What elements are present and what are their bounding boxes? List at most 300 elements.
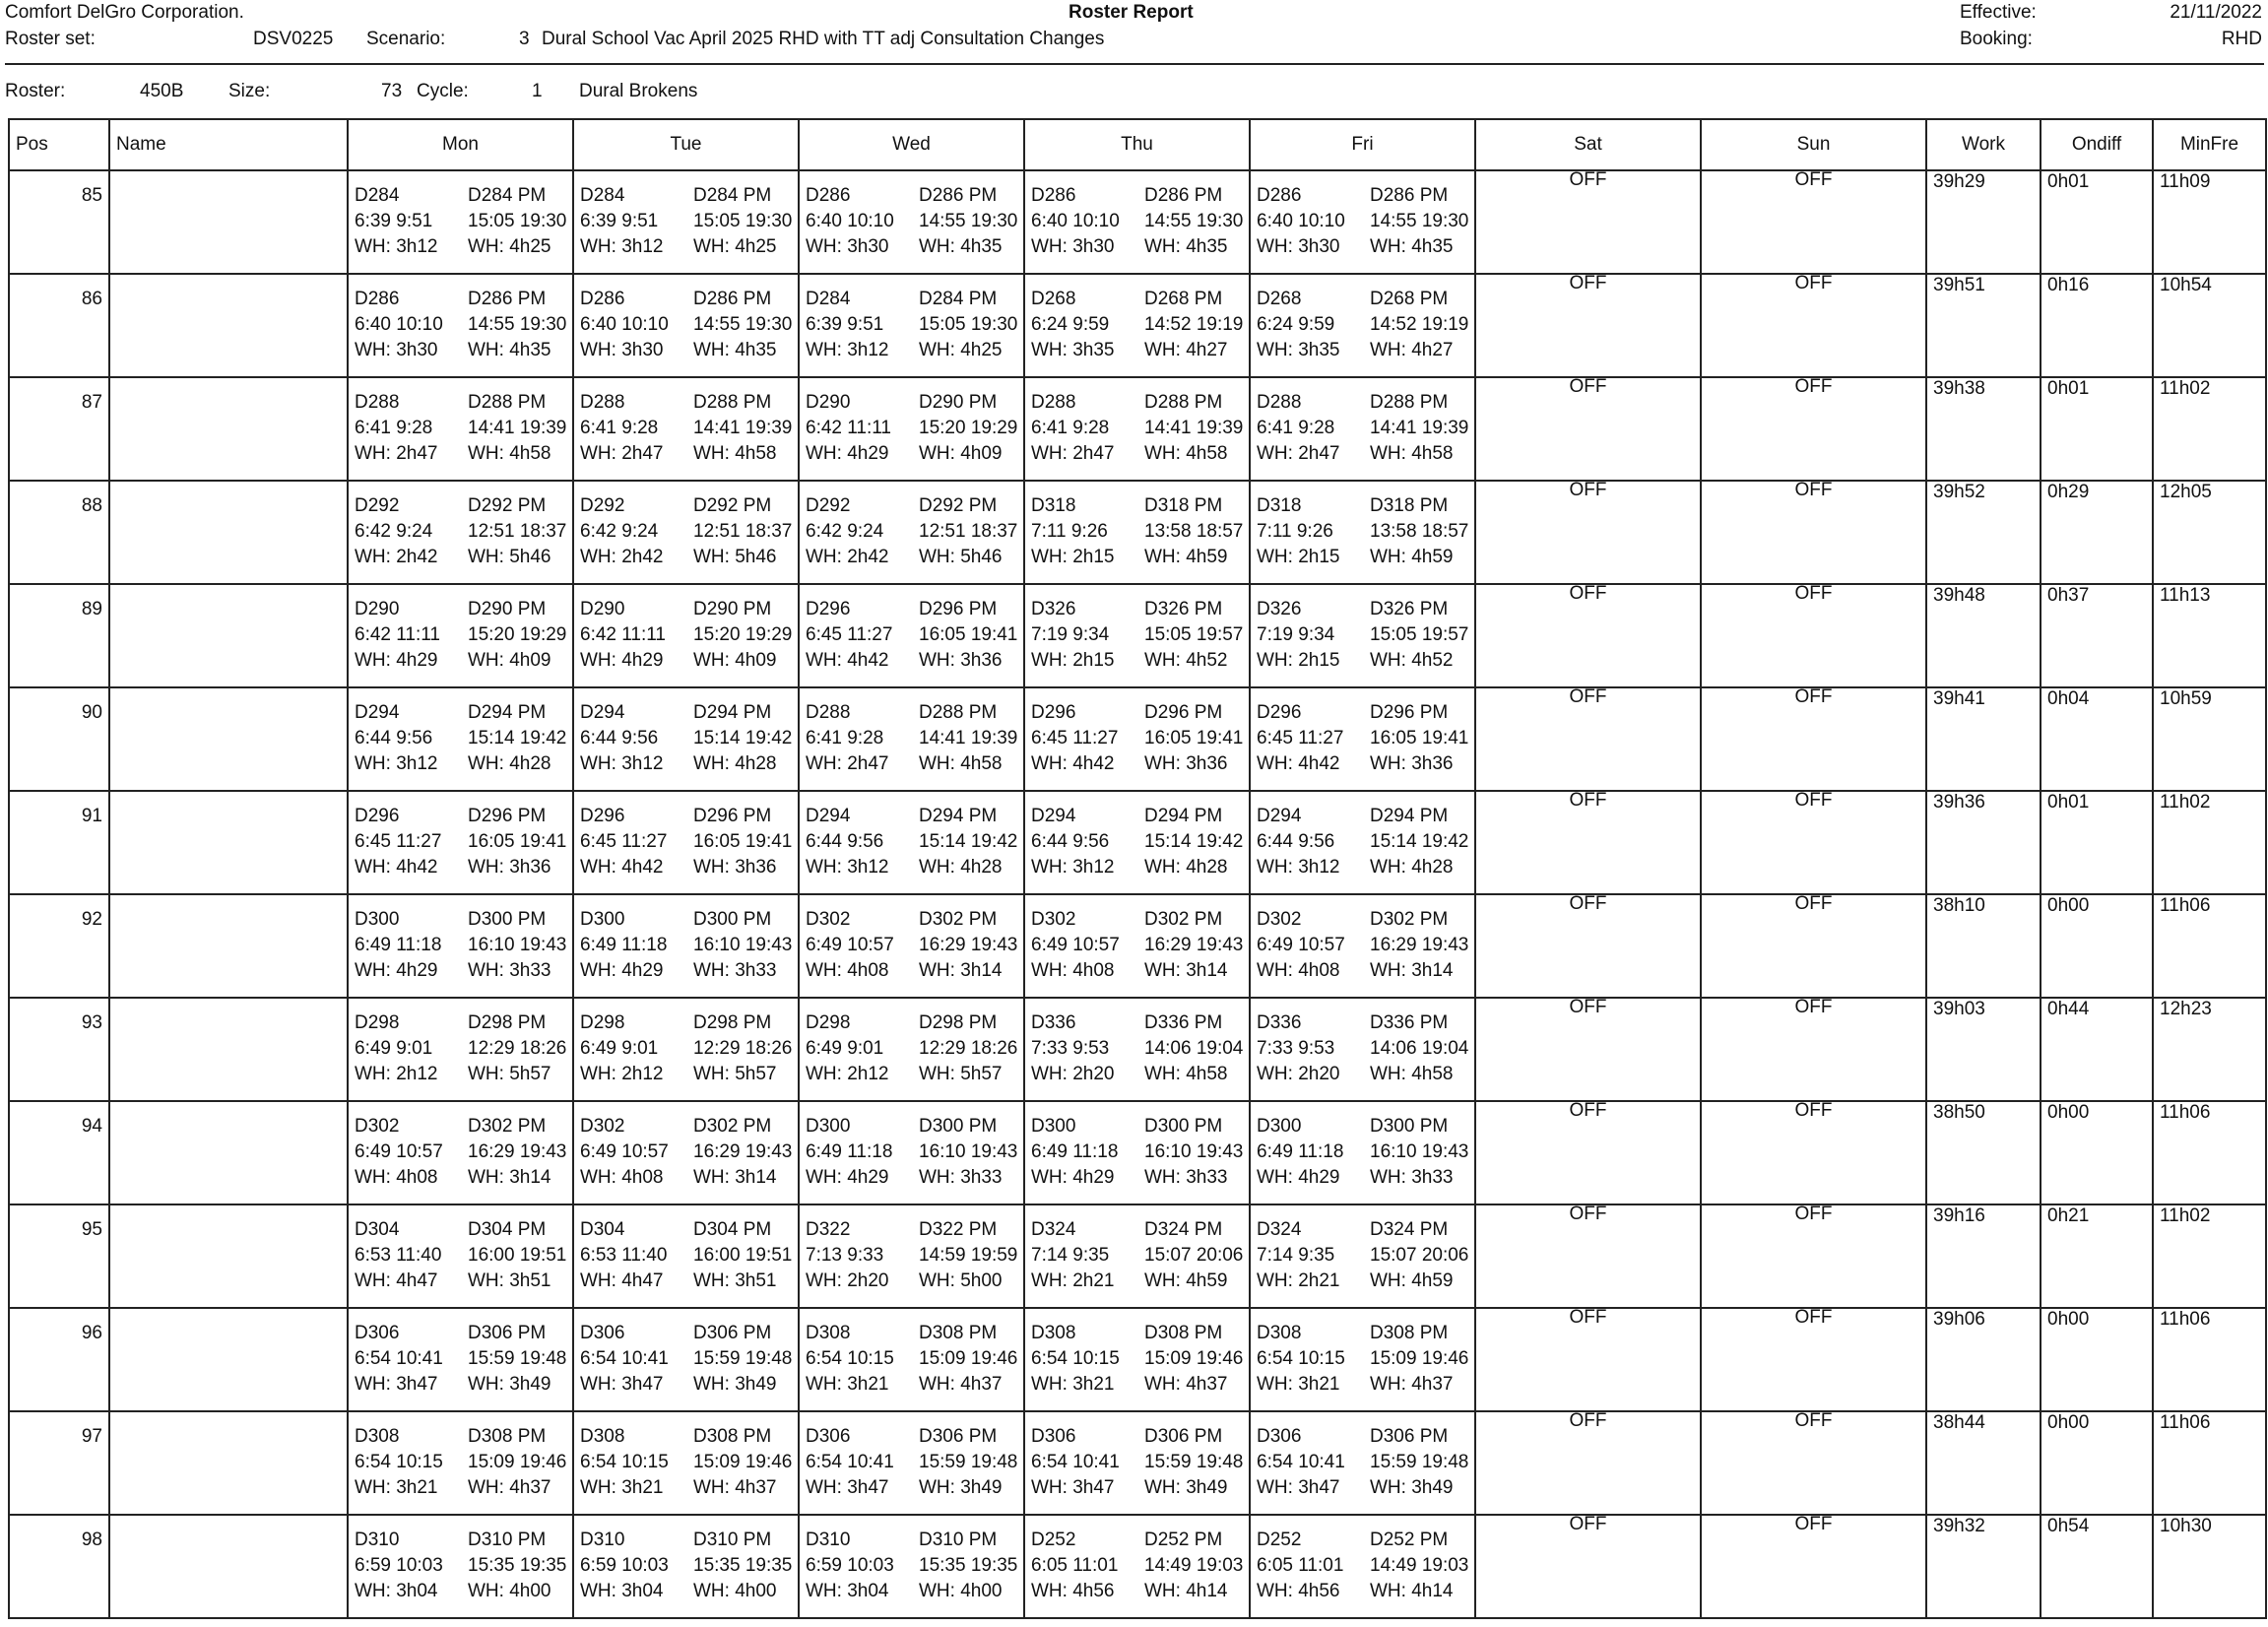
hours-pm: WH: 4h58 bbox=[1144, 1064, 1228, 1084]
duty-am: D326 bbox=[1031, 599, 1076, 619]
hours-am: WH: 3h21 bbox=[1257, 1374, 1340, 1395]
day-cell-thu bbox=[1024, 1308, 1250, 1411]
duty-am: D318 bbox=[1031, 495, 1076, 516]
time-pm: 14:55 19:30 bbox=[919, 211, 1018, 231]
duty-am: D288 bbox=[1031, 392, 1076, 413]
duty-am: D300 bbox=[355, 909, 400, 930]
day-off-label: OFF bbox=[1794, 686, 1833, 707]
hours-pm: WH: 4h00 bbox=[919, 1581, 1003, 1601]
name-cell bbox=[109, 170, 348, 274]
duty-pm: D304 PM bbox=[468, 1219, 547, 1240]
duty-pm: D308 PM bbox=[1370, 1323, 1449, 1343]
duty-pm: D326 PM bbox=[1144, 599, 1223, 619]
hours-am: WH: 4h42 bbox=[580, 857, 664, 878]
hours-am: WH: 2h15 bbox=[1031, 547, 1115, 567]
duty-pm: D296 PM bbox=[1370, 702, 1449, 723]
time-am: 6:49 11:18 bbox=[1031, 1141, 1119, 1162]
duty-am: D294 bbox=[806, 806, 851, 826]
shift-block bbox=[1257, 185, 1474, 258]
hours-am: WH: 3h30 bbox=[1031, 236, 1115, 257]
work-cell: 38h50 bbox=[1926, 1101, 2041, 1204]
day-cell-mon bbox=[348, 791, 573, 894]
time-pm: 16:29 19:43 bbox=[1144, 935, 1244, 955]
hours-pm: WH: 3h14 bbox=[468, 1167, 551, 1188]
hours-am: WH: 4h29 bbox=[806, 443, 889, 464]
hours-pm: WH: 4h35 bbox=[693, 340, 777, 360]
hours-pm: WH: 5h57 bbox=[693, 1064, 777, 1084]
time-pm: 15:07 20:06 bbox=[1144, 1245, 1244, 1266]
day-cell-wed bbox=[799, 1411, 1024, 1515]
ondiff-cell: 0h00 bbox=[2041, 1411, 2153, 1515]
time-am: 6:54 10:15 bbox=[355, 1452, 443, 1472]
day-cell-fri bbox=[1250, 481, 1475, 584]
hours-pm: WH: 3h49 bbox=[1144, 1477, 1228, 1498]
hours-am: WH: 3h47 bbox=[355, 1374, 438, 1395]
duty-pm: D288 PM bbox=[1144, 392, 1223, 413]
col-header-fri: Fri bbox=[1250, 119, 1475, 170]
sun-cell bbox=[1701, 791, 1926, 894]
roster-body bbox=[9, 170, 2266, 1618]
hours-pm: WH: 4h37 bbox=[919, 1374, 1003, 1395]
time-pm: 15:14 19:42 bbox=[468, 728, 567, 748]
hours-am: WH: 2h42 bbox=[355, 547, 438, 567]
day-cell-fri bbox=[1250, 377, 1475, 481]
time-pm: 15:20 19:29 bbox=[693, 624, 793, 645]
time-am: 6:53 11:40 bbox=[580, 1245, 668, 1266]
time-pm: 16:10 19:43 bbox=[1370, 1141, 1469, 1162]
day-off-label: OFF bbox=[1794, 169, 1833, 190]
duty-pm: D306 PM bbox=[1144, 1426, 1223, 1447]
day-cell-thu bbox=[1024, 584, 1250, 687]
time-am: 7:14 9:35 bbox=[1031, 1245, 1110, 1266]
duty-pm: D302 PM bbox=[1370, 909, 1449, 930]
hours-am: WH: 2h20 bbox=[1031, 1064, 1115, 1084]
name-cell bbox=[109, 998, 348, 1101]
shift-block bbox=[580, 1426, 798, 1499]
duty-pm: D252 PM bbox=[1144, 1529, 1223, 1550]
hours-am: WH: 3h12 bbox=[580, 753, 664, 774]
time-am: 6:42 11:11 bbox=[355, 624, 440, 645]
hours-pm: WH: 3h49 bbox=[693, 1374, 777, 1395]
hours-pm: WH: 4h14 bbox=[1144, 1581, 1228, 1601]
hours-am: WH: 3h30 bbox=[806, 236, 889, 257]
hours-am: WH: 4h08 bbox=[1257, 960, 1340, 981]
time-pm: 12:29 18:26 bbox=[693, 1038, 793, 1059]
hours-am: WH: 3h04 bbox=[806, 1581, 889, 1601]
hours-am: WH: 3h47 bbox=[1257, 1477, 1340, 1498]
hours-am: WH: 2h21 bbox=[1257, 1270, 1340, 1291]
hours-am: WH: 2h47 bbox=[806, 753, 889, 774]
day-cell-thu bbox=[1024, 1204, 1250, 1308]
duty-pm: D318 PM bbox=[1370, 495, 1449, 516]
work-cell: 39h16 bbox=[1926, 1204, 2041, 1308]
time-am: 6:40 10:10 bbox=[1031, 211, 1120, 231]
hours-pm: WH: 4h58 bbox=[468, 443, 551, 464]
hours-am: WH: 4h47 bbox=[355, 1270, 438, 1291]
duty-pm: D290 PM bbox=[919, 392, 998, 413]
day-cell-mon bbox=[348, 170, 573, 274]
day-cell-wed bbox=[799, 584, 1024, 687]
duty-am: D296 bbox=[355, 806, 400, 826]
time-pm: 16:05 19:41 bbox=[1370, 728, 1469, 748]
duty-am: D298 bbox=[806, 1012, 851, 1033]
duty-pm: D288 PM bbox=[919, 702, 998, 723]
duty-am: D296 bbox=[1031, 702, 1076, 723]
shift-block bbox=[1257, 1116, 1474, 1189]
day-cell-thu bbox=[1024, 894, 1250, 998]
duty-am: D304 bbox=[580, 1219, 625, 1240]
day-off-label: OFF bbox=[1569, 1204, 1607, 1224]
duty-am: D324 bbox=[1257, 1219, 1302, 1240]
ondiff-cell: 0h16 bbox=[2041, 274, 2153, 377]
day-off-label: OFF bbox=[1569, 583, 1607, 604]
day-cell-fri bbox=[1250, 1411, 1475, 1515]
time-am: 6:45 11:27 bbox=[580, 831, 668, 852]
hours-am: WH: 3h30 bbox=[580, 340, 664, 360]
duty-am: D286 bbox=[1031, 185, 1076, 206]
hours-pm: WH: 4h58 bbox=[1370, 1064, 1454, 1084]
day-cell-wed bbox=[799, 998, 1024, 1101]
shift-block bbox=[580, 185, 798, 258]
hours-pm: WH: 4h58 bbox=[693, 443, 777, 464]
duty-pm: D294 PM bbox=[468, 702, 547, 723]
day-cell-fri bbox=[1250, 1308, 1475, 1411]
duty-am: D288 bbox=[355, 392, 400, 413]
booking-value: RHD bbox=[2221, 29, 2262, 49]
minfre-cell: 10h54 bbox=[2153, 274, 2266, 377]
time-pm: 13:58 18:57 bbox=[1144, 521, 1244, 542]
duty-pm: D296 PM bbox=[468, 806, 547, 826]
time-pm: 15:09 19:46 bbox=[693, 1452, 793, 1472]
hours-pm: WH: 3h14 bbox=[1370, 960, 1454, 981]
day-off-label: OFF bbox=[1569, 686, 1607, 707]
time-am: 6:54 10:41 bbox=[1031, 1452, 1120, 1472]
duty-pm: D300 PM bbox=[468, 909, 547, 930]
duty-am: D298 bbox=[355, 1012, 400, 1033]
time-pm: 16:29 19:43 bbox=[919, 935, 1018, 955]
shift-block bbox=[1257, 495, 1474, 568]
hours-pm: WH: 4h35 bbox=[468, 340, 551, 360]
day-cell-fri bbox=[1250, 584, 1475, 687]
time-am: 6:59 10:03 bbox=[580, 1555, 669, 1576]
time-am: 6:54 10:15 bbox=[580, 1452, 669, 1472]
day-cell-tue bbox=[573, 791, 799, 894]
table-row bbox=[9, 274, 2266, 377]
time-am: 6:40 10:10 bbox=[1257, 211, 1345, 231]
cycle-label: Cycle: bbox=[417, 81, 469, 101]
shift-block bbox=[1257, 806, 1474, 879]
report-title: Roster Report bbox=[1069, 2, 1194, 23]
time-am: 6:54 10:41 bbox=[806, 1452, 894, 1472]
hours-pm: WH: 3h36 bbox=[468, 857, 551, 878]
time-am: 7:11 9:26 bbox=[1257, 521, 1333, 542]
shift-block bbox=[355, 495, 572, 568]
shift-block bbox=[806, 599, 1023, 672]
duty-am: D308 bbox=[1257, 1323, 1302, 1343]
hours-am: WH: 3h21 bbox=[355, 1477, 438, 1498]
work-cell: 39h06 bbox=[1926, 1308, 2041, 1411]
ondiff-cell: 0h54 bbox=[2041, 1515, 2153, 1618]
hours-am: WH: 2h12 bbox=[806, 1064, 889, 1084]
table-row bbox=[9, 584, 2266, 687]
hours-pm: WH: 4h52 bbox=[1144, 650, 1228, 671]
hours-pm: WH: 4h25 bbox=[468, 236, 551, 257]
time-am: 6:45 11:27 bbox=[1031, 728, 1119, 748]
hours-pm: WH: 3h49 bbox=[1370, 1477, 1454, 1498]
hours-pm: WH: 3h36 bbox=[1370, 753, 1454, 774]
time-pm: 14:41 19:39 bbox=[919, 728, 1018, 748]
hours-pm: WH: 4h59 bbox=[1144, 1270, 1228, 1291]
duty-pm: D310 PM bbox=[919, 1529, 998, 1550]
shift-block bbox=[1031, 289, 1249, 361]
sun-cell bbox=[1701, 894, 1926, 998]
duty-pm: D304 PM bbox=[693, 1219, 772, 1240]
duty-pm: D296 PM bbox=[919, 599, 998, 619]
hours-pm: WH: 4h37 bbox=[468, 1477, 551, 1498]
minfre-cell: 11h02 bbox=[2153, 1204, 2266, 1308]
ondiff-cell: 0h21 bbox=[2041, 1204, 2153, 1308]
duty-pm: D300 PM bbox=[693, 909, 772, 930]
duty-am: D284 bbox=[580, 185, 625, 206]
sat-cell bbox=[1475, 274, 1701, 377]
shift-block bbox=[1031, 185, 1249, 258]
pos-cell: 90 bbox=[9, 687, 109, 791]
duty-am: D290 bbox=[806, 392, 851, 413]
hours-am: WH: 3h12 bbox=[1031, 857, 1115, 878]
hours-pm: WH: 3h14 bbox=[1144, 960, 1228, 981]
day-cell-tue bbox=[573, 1308, 799, 1411]
duty-pm: D300 PM bbox=[919, 1116, 998, 1137]
time-pm: 16:05 19:41 bbox=[1144, 728, 1244, 748]
day-off-label: OFF bbox=[1794, 583, 1833, 604]
sat-cell bbox=[1475, 377, 1701, 481]
time-am: 7:19 9:34 bbox=[1031, 624, 1110, 645]
time-pm: 15:35 19:35 bbox=[919, 1555, 1018, 1576]
minfre-cell: 10h59 bbox=[2153, 687, 2266, 791]
duty-pm: D302 PM bbox=[919, 909, 998, 930]
duty-pm: D290 PM bbox=[468, 599, 547, 619]
hours-am: WH: 4h29 bbox=[580, 650, 664, 671]
work-cell: 39h41 bbox=[1926, 687, 2041, 791]
duty-am: D310 bbox=[355, 1529, 400, 1550]
sun-cell bbox=[1701, 377, 1926, 481]
duty-am: D294 bbox=[1257, 806, 1302, 826]
duty-am: D286 bbox=[806, 185, 851, 206]
hours-am: WH: 4h29 bbox=[806, 1167, 889, 1188]
table-row bbox=[9, 1204, 2266, 1308]
effective-label: Effective: bbox=[1960, 2, 2037, 23]
shift-block bbox=[1257, 392, 1474, 465]
time-pm: 15:20 19:29 bbox=[919, 418, 1018, 438]
work-cell: 39h38 bbox=[1926, 377, 2041, 481]
day-cell-wed bbox=[799, 274, 1024, 377]
shift-block bbox=[1031, 1323, 1249, 1396]
day-cell-tue bbox=[573, 584, 799, 687]
col-header-sun: Sun bbox=[1701, 119, 1926, 170]
hours-am: WH: 4h08 bbox=[580, 1167, 664, 1188]
duty-am: D306 bbox=[580, 1323, 625, 1343]
work-cell: 39h32 bbox=[1926, 1515, 2041, 1618]
work-cell: 39h29 bbox=[1926, 170, 2041, 274]
day-cell-tue bbox=[573, 1204, 799, 1308]
time-pm: 15:05 19:30 bbox=[919, 314, 1018, 335]
name-cell bbox=[109, 1308, 348, 1411]
day-off-label: OFF bbox=[1569, 480, 1607, 500]
shift-block bbox=[580, 1323, 798, 1396]
time-pm: 16:29 19:43 bbox=[468, 1141, 567, 1162]
time-pm: 14:41 19:39 bbox=[1144, 418, 1244, 438]
duty-am: D294 bbox=[1031, 806, 1076, 826]
time-pm: 15:05 19:57 bbox=[1144, 624, 1244, 645]
sat-cell bbox=[1475, 170, 1701, 274]
duty-pm: D308 PM bbox=[693, 1426, 772, 1447]
duty-am: D302 bbox=[580, 1116, 625, 1137]
shift-block bbox=[806, 909, 1023, 982]
time-am: 6:53 11:40 bbox=[355, 1245, 442, 1266]
col-header-wed: Wed bbox=[799, 119, 1024, 170]
minfre-cell: 11h02 bbox=[2153, 377, 2266, 481]
hours-pm: WH: 4h35 bbox=[919, 236, 1003, 257]
duty-pm: D324 PM bbox=[1144, 1219, 1223, 1240]
minfre-cell: 11h09 bbox=[2153, 170, 2266, 274]
duty-am: D300 bbox=[1257, 1116, 1302, 1137]
time-pm: 15:14 19:42 bbox=[1370, 831, 1469, 852]
time-pm: 15:05 19:57 bbox=[1370, 624, 1469, 645]
hours-am: WH: 2h20 bbox=[806, 1270, 889, 1291]
duty-pm: D292 PM bbox=[693, 495, 772, 516]
sun-cell bbox=[1701, 1101, 1926, 1204]
time-am: 6:41 9:28 bbox=[580, 418, 659, 438]
time-pm: 15:14 19:42 bbox=[693, 728, 793, 748]
hours-am: WH: 3h30 bbox=[1257, 236, 1340, 257]
shift-block bbox=[1257, 289, 1474, 361]
time-pm: 14:52 19:19 bbox=[1144, 314, 1244, 335]
hours-am: WH: 3h12 bbox=[355, 236, 438, 257]
hours-am: WH: 4h42 bbox=[806, 650, 889, 671]
duty-am: D284 bbox=[355, 185, 400, 206]
sun-cell bbox=[1701, 687, 1926, 791]
day-cell-fri bbox=[1250, 170, 1475, 274]
shift-block bbox=[580, 1012, 798, 1085]
table-row bbox=[9, 481, 2266, 584]
shift-block bbox=[1031, 495, 1249, 568]
time-pm: 15:59 19:48 bbox=[1370, 1452, 1469, 1472]
day-off-label: OFF bbox=[1794, 893, 1833, 914]
time-pm: 14:55 19:30 bbox=[1144, 211, 1244, 231]
duty-pm: D308 PM bbox=[919, 1323, 998, 1343]
time-pm: 15:35 19:35 bbox=[468, 1555, 567, 1576]
duty-am: D324 bbox=[1031, 1219, 1076, 1240]
shift-block bbox=[806, 392, 1023, 465]
day-off-label: OFF bbox=[1794, 1100, 1833, 1121]
hours-pm: WH: 5h00 bbox=[919, 1270, 1003, 1291]
hours-pm: WH: 3h33 bbox=[919, 1167, 1003, 1188]
duty-pm: D306 PM bbox=[468, 1323, 547, 1343]
day-cell-thu bbox=[1024, 791, 1250, 894]
pos-cell: 88 bbox=[9, 481, 109, 584]
day-cell-thu bbox=[1024, 481, 1250, 584]
time-pm: 12:29 18:26 bbox=[468, 1038, 567, 1059]
duty-pm: D298 PM bbox=[468, 1012, 547, 1033]
time-am: 6:49 10:57 bbox=[1031, 935, 1120, 955]
day-cell-mon bbox=[348, 894, 573, 998]
shift-block bbox=[1257, 909, 1474, 982]
day-off-label: OFF bbox=[1569, 1307, 1607, 1328]
time-am: 6:49 10:57 bbox=[580, 1141, 669, 1162]
hours-pm: WH: 5h46 bbox=[468, 547, 551, 567]
time-pm: 15:14 19:42 bbox=[1144, 831, 1244, 852]
time-am: 6:49 9:01 bbox=[355, 1038, 433, 1059]
pos-cell: 92 bbox=[9, 894, 109, 998]
time-pm: 15:05 19:30 bbox=[693, 211, 793, 231]
hours-am: WH: 2h15 bbox=[1031, 650, 1115, 671]
duty-pm: D268 PM bbox=[1370, 289, 1449, 309]
shift-block bbox=[1257, 599, 1474, 672]
shift-block bbox=[1257, 702, 1474, 775]
duty-pm: D284 PM bbox=[693, 185, 772, 206]
time-am: 6:41 9:28 bbox=[1257, 418, 1335, 438]
pos-cell: 93 bbox=[9, 998, 109, 1101]
day-off-label: OFF bbox=[1794, 790, 1833, 811]
sat-cell bbox=[1475, 584, 1701, 687]
shift-block bbox=[1031, 599, 1249, 672]
duty-am: D310 bbox=[806, 1529, 851, 1550]
shift-block bbox=[580, 909, 798, 982]
day-cell-wed bbox=[799, 894, 1024, 998]
table-row bbox=[9, 894, 2266, 998]
day-cell-tue bbox=[573, 998, 799, 1101]
duty-am: D326 bbox=[1257, 599, 1302, 619]
hours-pm: WH: 3h51 bbox=[468, 1270, 551, 1291]
hours-pm: WH: 4h28 bbox=[919, 857, 1003, 878]
duty-am: D292 bbox=[580, 495, 625, 516]
hours-pm: WH: 4h00 bbox=[468, 1581, 551, 1601]
pos-cell: 86 bbox=[9, 274, 109, 377]
shift-block bbox=[1031, 1012, 1249, 1085]
pos-cell: 87 bbox=[9, 377, 109, 481]
day-cell-tue bbox=[573, 894, 799, 998]
time-am: 6:41 9:28 bbox=[806, 728, 884, 748]
work-cell: 39h51 bbox=[1926, 274, 2041, 377]
col-header-thu: Thu bbox=[1024, 119, 1250, 170]
work-cell: 39h03 bbox=[1926, 998, 2041, 1101]
name-cell bbox=[109, 894, 348, 998]
hours-pm: WH: 4h59 bbox=[1370, 1270, 1454, 1291]
duty-pm: D300 PM bbox=[1144, 1116, 1223, 1137]
col-header-minfre: MinFre bbox=[2153, 119, 2266, 170]
day-cell-fri bbox=[1250, 1204, 1475, 1308]
ondiff-cell: 0h44 bbox=[2041, 998, 2153, 1101]
duty-am: D292 bbox=[806, 495, 851, 516]
time-am: 6:40 10:10 bbox=[580, 314, 669, 335]
shift-block bbox=[806, 1219, 1023, 1292]
time-pm: 15:05 19:30 bbox=[468, 211, 567, 231]
hours-pm: WH: 4h27 bbox=[1144, 340, 1228, 360]
time-pm: 15:09 19:46 bbox=[1144, 1348, 1244, 1369]
day-cell-fri bbox=[1250, 1101, 1475, 1204]
hours-am: WH: 4h56 bbox=[1257, 1581, 1340, 1601]
hours-am: WH: 4h42 bbox=[1257, 753, 1340, 774]
duty-pm: D308 PM bbox=[1144, 1323, 1223, 1343]
shift-block bbox=[580, 1529, 798, 1602]
hours-am: WH: 4h08 bbox=[806, 960, 889, 981]
scenario-label: Scenario: bbox=[366, 29, 446, 49]
day-off-label: OFF bbox=[1794, 1307, 1833, 1328]
hours-pm: WH: 4h09 bbox=[693, 650, 777, 671]
shift-block bbox=[355, 1323, 572, 1396]
duty-am: D286 bbox=[1257, 185, 1302, 206]
duty-pm: D318 PM bbox=[1144, 495, 1223, 516]
